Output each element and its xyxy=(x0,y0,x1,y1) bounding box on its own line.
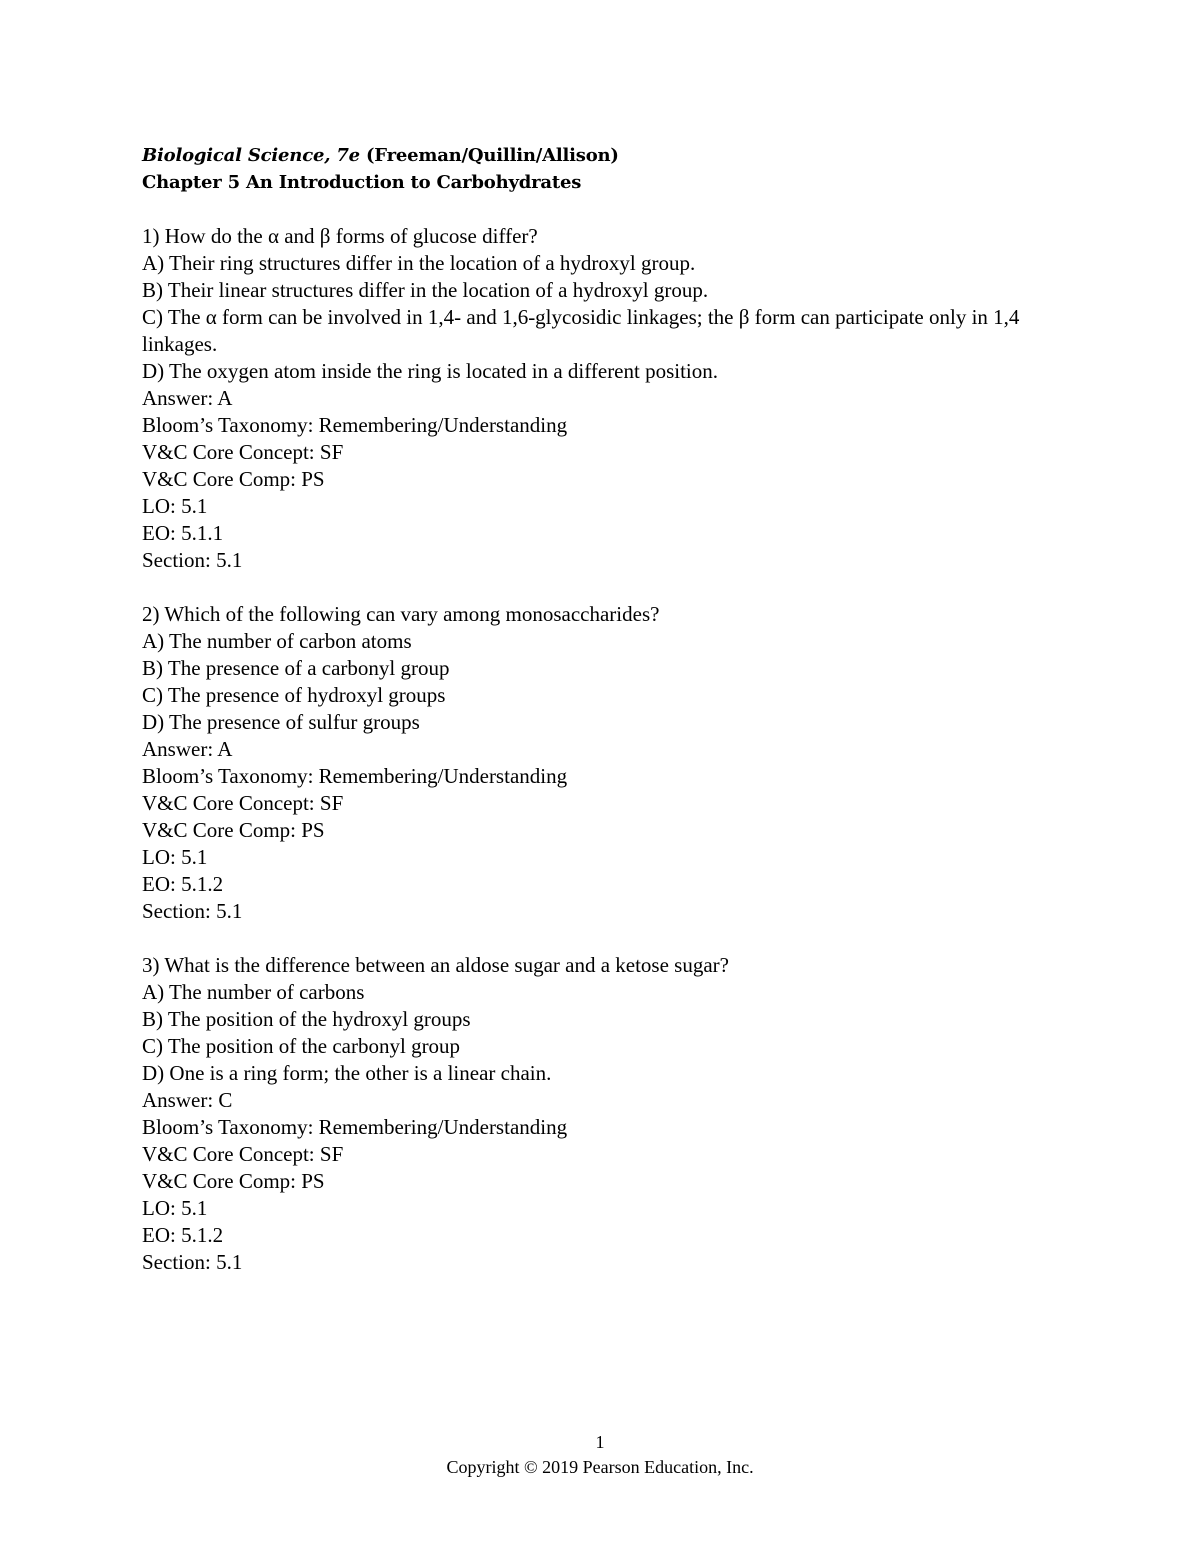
option-c: C) The presence of hydroxyl groups xyxy=(142,683,446,707)
page-content xyxy=(142,142,1042,1276)
copyright-notice: Copyright © 2019 Pearson Education, Inc. xyxy=(446,1457,754,1477)
core-concept: V&C Core Concept: SF xyxy=(142,791,344,815)
spacer xyxy=(142,925,1042,952)
answer: Answer: A xyxy=(142,737,233,761)
option-b: B) The presence of a carbonyl group xyxy=(142,656,450,680)
core-comp: V&C Core Comp: PS xyxy=(142,1169,325,1193)
question-stem: 3) What is the difference between an aldose sugar and a ketose sugar? xyxy=(142,953,729,977)
section: Section: 5.1 xyxy=(142,899,243,923)
answer: Answer: A xyxy=(142,386,233,410)
option-d: D) The presence of sulfur groups xyxy=(142,710,420,734)
question-stem: 2) Which of the following can vary among monosaccharides? xyxy=(142,602,660,626)
spacer xyxy=(142,574,1042,601)
enabling-objective: EO: 5.1.1 xyxy=(142,521,224,545)
answer: Answer: C xyxy=(142,1088,233,1112)
option-a: A) Their ring structures differ in the location of a hydroxyl group. xyxy=(142,251,696,275)
blooms-taxonomy: Bloom’s Taxonomy: Remembering/Understanding xyxy=(142,1115,568,1139)
question-3 xyxy=(142,952,1042,1276)
page-number: 1 xyxy=(595,1432,605,1452)
core-comp: V&C Core Comp: PS xyxy=(142,467,325,491)
section: Section: 5.1 xyxy=(142,548,243,572)
blooms-taxonomy: Bloom’s Taxonomy: Remembering/Understanding xyxy=(142,413,568,437)
option-d: D) One is a ring form; the other is a linear chain. xyxy=(142,1061,552,1085)
option-d: D) The oxygen atom inside the ring is located in a different position. xyxy=(142,359,719,383)
book-authors: (Freeman/Quillin/Allison) xyxy=(359,145,619,166)
question-1 xyxy=(142,223,1042,574)
learning-objective: LO: 5.1 xyxy=(142,1196,208,1220)
option-c: C) The α form can be involved in 1,4- and 1,6-glycosidic linkages; the β form can participate only in 1,4 linkages. xyxy=(142,305,1020,356)
core-concept: V&C Core Concept: SF xyxy=(142,440,344,464)
enabling-objective: EO: 5.1.2 xyxy=(142,872,224,896)
option-b: B) The position of the hydroxyl groups xyxy=(142,1007,471,1031)
option-c: C) The position of the carbonyl group xyxy=(142,1034,461,1058)
book-title xyxy=(142,142,1042,169)
learning-objective: LO: 5.1 xyxy=(142,845,208,869)
section: Section: 5.1 xyxy=(142,1250,243,1274)
enabling-objective: EO: 5.1.2 xyxy=(142,1223,224,1247)
learning-objective: LO: 5.1 xyxy=(142,494,208,518)
blooms-taxonomy: Bloom’s Taxonomy: Remembering/Understanding xyxy=(142,764,568,788)
option-a: A) The number of carbon atoms xyxy=(142,629,412,653)
question-stem: 1) How do the α and β forms of glucose differ? xyxy=(142,224,538,248)
core-comp: V&C Core Comp: PS xyxy=(142,818,325,842)
option-a: A) The number of carbons xyxy=(142,980,365,1004)
question-2 xyxy=(142,601,1042,925)
core-concept: V&C Core Concept: SF xyxy=(142,1142,344,1166)
spacer xyxy=(142,196,1042,223)
option-b: B) Their linear structures differ in the location of a hydroxyl group. xyxy=(142,278,709,302)
book-title-italic: Biological Science, 7e xyxy=(142,145,360,166)
chapter-title: Chapter 5 An Introduction to Carbohydrates xyxy=(142,172,582,193)
